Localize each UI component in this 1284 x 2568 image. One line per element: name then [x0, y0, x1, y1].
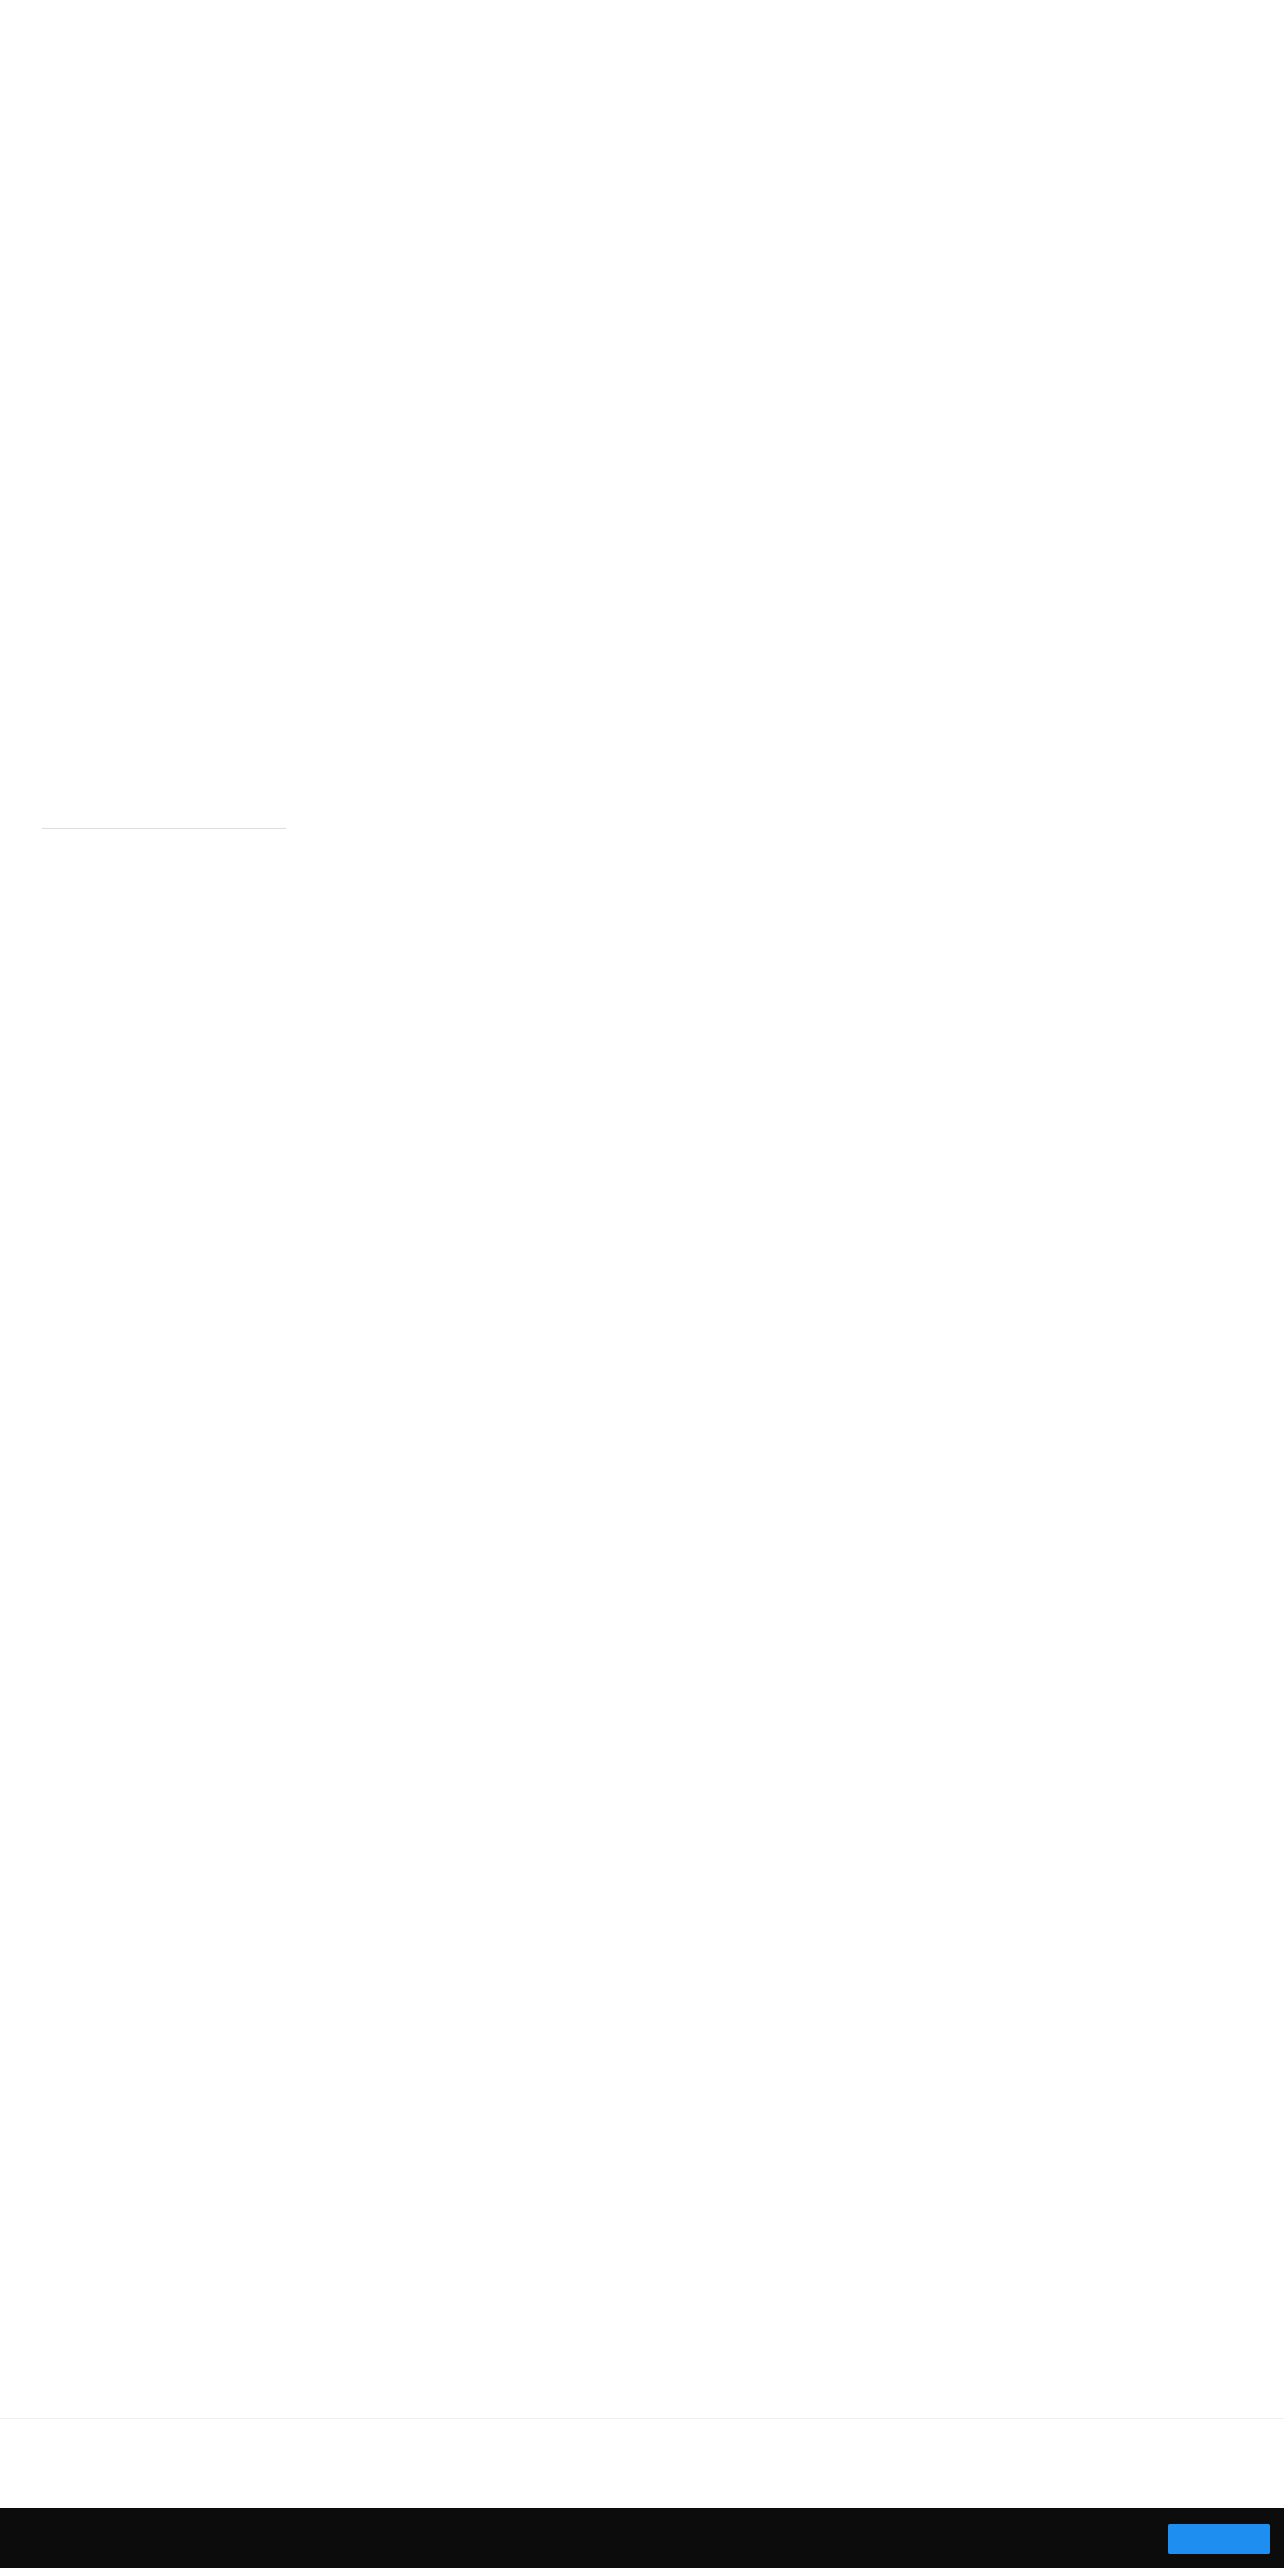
status-section: [42, 802, 286, 829]
main-content: [330, 50, 1242, 54]
category-section: [42, 534, 286, 552]
history-section: [0, 2418, 1284, 2508]
cookie-accept-button[interactable]: [1168, 2524, 1270, 2554]
status-list: [42, 828, 286, 829]
cookie-banner: [0, 2508, 1284, 2568]
brand-section: [42, 378, 286, 396]
